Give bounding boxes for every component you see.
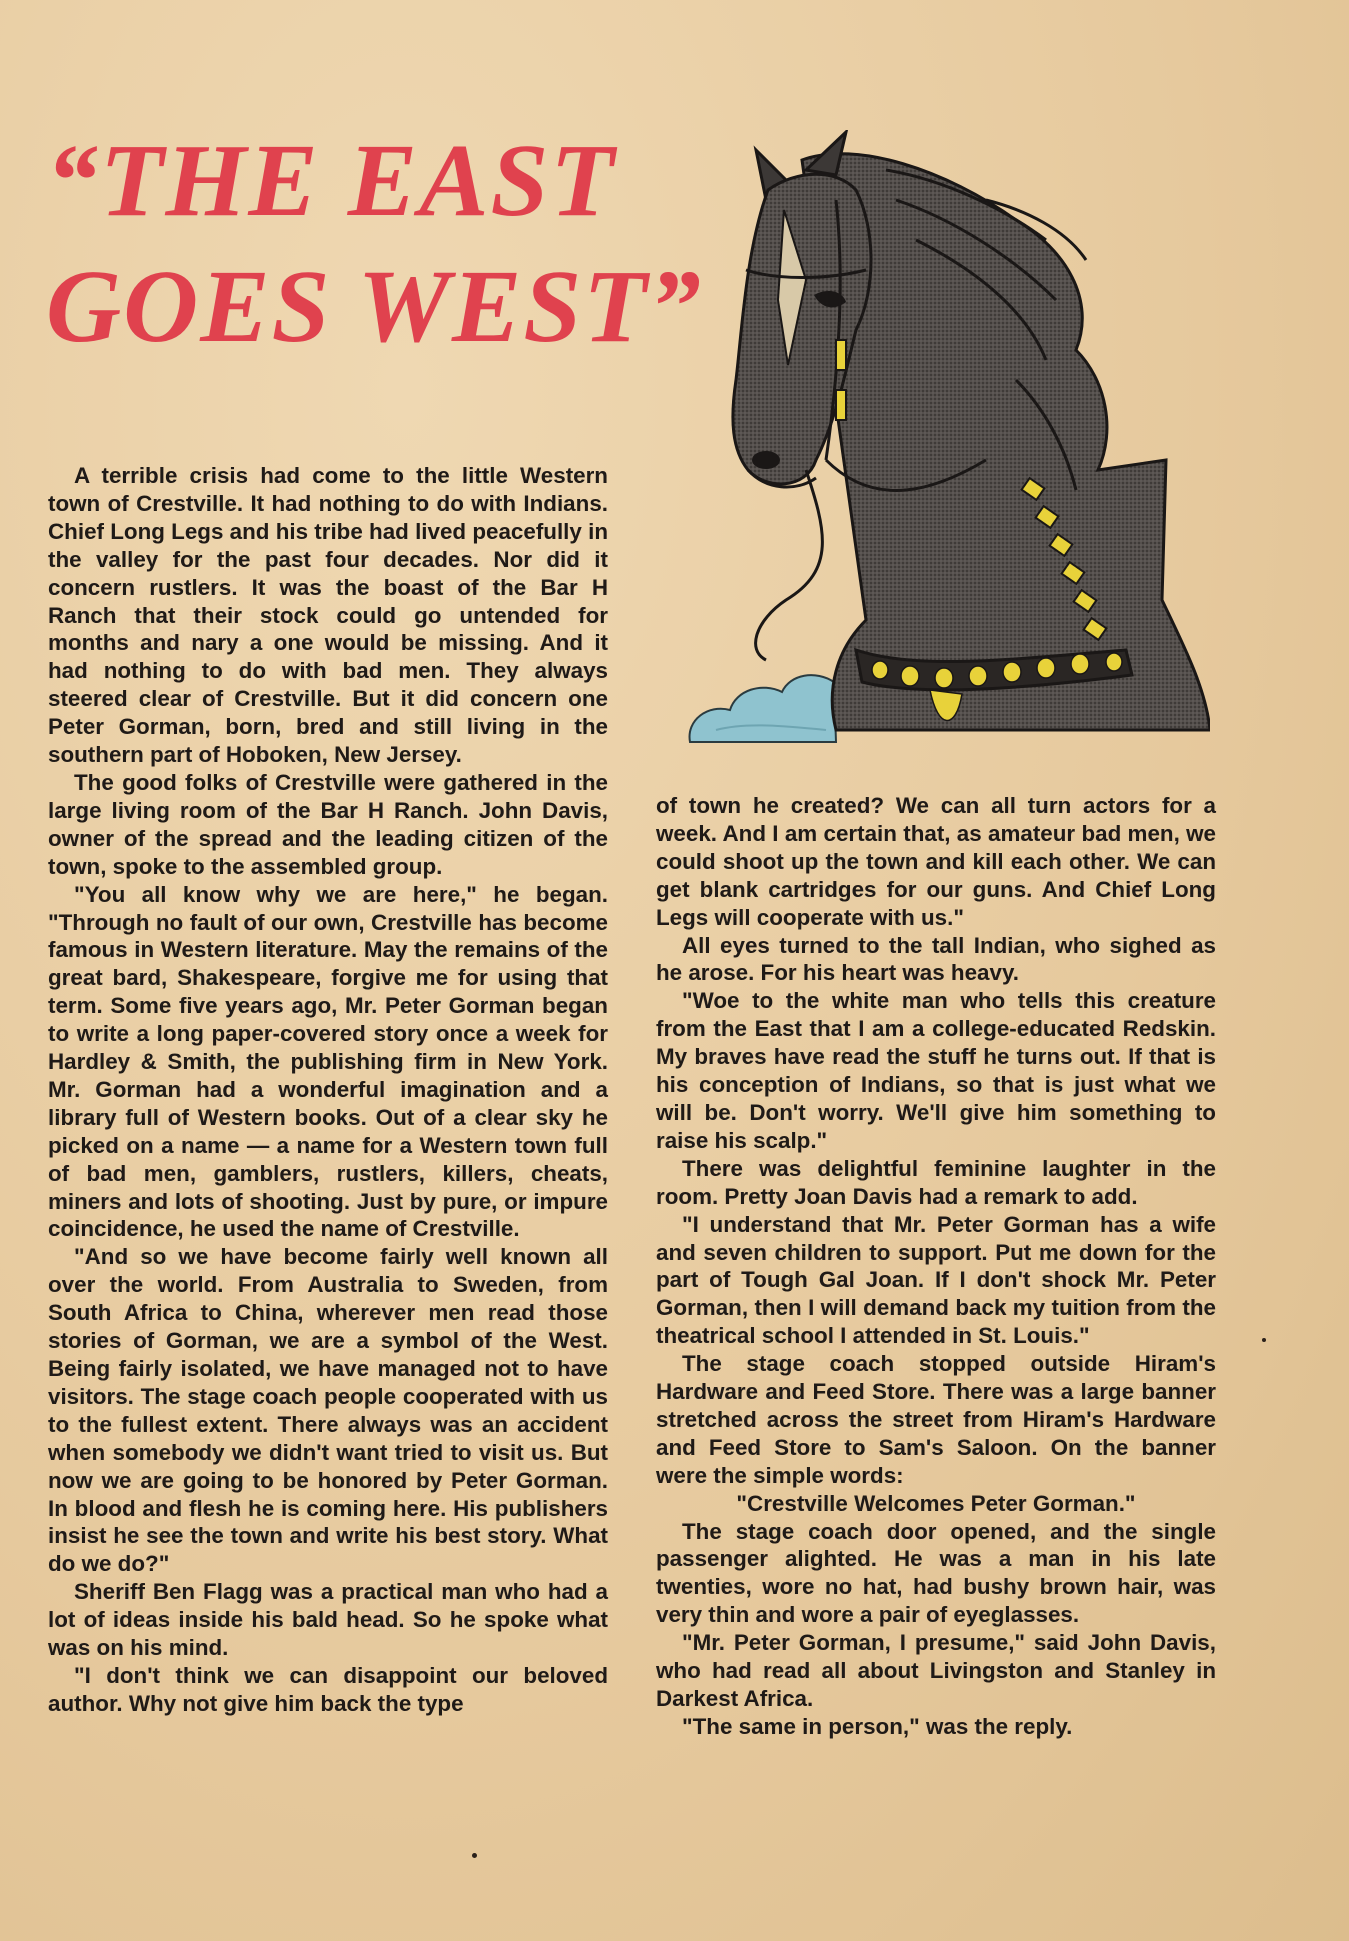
- paragraph: "The same in person," was the reply.: [682, 1713, 1073, 1739]
- title-line-2: GOES WEST”: [46, 249, 703, 364]
- paragraph: The stage coach door opened, and the single passenger alighted. He was a man in his late twenties, wore no hat, had bushy brown hair, was very thin and wore a pair of eyeglasses.: [656, 1518, 1216, 1628]
- paragraph: A terrible crisis had come to the little Western town of Crestville. It had nothing to do with Indians. Chief Long Legs and his tribe had lived peacefully in the valley for the past four decades. Nor did it concern rustlers. It was the boast of the Bar H Ranch that their stock could go untended for months and nary a one would be missing. And it had nothing to do with bad men. They always steered clear of Crestville. But it did concern one Peter Gorman, born, bred and still living in the southern part of Hoboken, New Jersey.: [48, 463, 608, 768]
- banner-quote: "Crestville Welcomes Peter Gorman.": [736, 1490, 1136, 1516]
- horse-head-illustration: [686, 130, 1210, 745]
- story-title: [46, 118, 703, 370]
- cloud-shape: [690, 675, 836, 742]
- paragraph: There was delightful feminine laughter in the room. Pretty Joan Davis had a remark to add.: [656, 1155, 1216, 1209]
- paragraph: The good folks of Crestville were gathered in the large living room of the Bar H Ranch. John Davis, owner of the spread and the leading citizen of the town, spoke to the assembled group.: [48, 769, 608, 879]
- paragraph: "Woe to the white man who tells this creature from the East that I am a college-educated Redskin. My braves have read the stuff he turns out. If that is his conception of Indians, so that is just what we will be. Don't worry. We'll give him something to raise his scalp.": [656, 988, 1216, 1153]
- print-speck: [472, 1853, 477, 1858]
- paragraph: "Mr. Peter Gorman, I presume," said John Davis, who had read all about Livingston and Stanley in Darkest Africa.: [656, 1630, 1216, 1711]
- paragraph: of town he created? We can all turn actors for a week. And I am certain that, as amateur bad men, we could shoot up the town and kill each other. We can get blank cartridges for our guns. And Chief Long Legs will cooperate with us.": [656, 793, 1216, 930]
- paragraph: "You all know why we are here," he began. "Through no fault of our own, Crestville has become famous in Western literature. May the remains of the great bard, Shakespeare, forgive me for using that term. Some five years ago, Mr. Peter Gorman began to write a long paper-covered story once a week for Hardley & Smith, the publishing firm in New York. Mr. Gorman had a wonderful imagination and a library full of Western books. Out of a clear sky he picked on a name — a name for a Western town full of bad men, gamblers, rustlers, killers, cheats, miners and lots of shooting. Just by pure, or impure coincidence, he used the name of Crestville.: [48, 881, 608, 1242]
- paragraph: Sheriff Ben Flagg was a practical man who had a lot of ideas inside his bald head. So he spoke what was on his mind.: [48, 1579, 608, 1661]
- paragraph: All eyes turned to the tall Indian, who sighed as he arose. For his heart was heavy.: [656, 932, 1216, 986]
- title-line-1: “THE EAST: [46, 123, 616, 238]
- story-left-column: [48, 462, 608, 1718]
- paragraph: "And so we have become fairly well known all over the world. From Australia to Sweden, from South Africa to China, wherever men read those stories of Gorman, we are a symbol of the West. Being fairly isolated, we have managed not to have visitors. The stage coach people cooperated with us to the fullest extent. There always was an accident when somebody we didn't want tried to visit us. But now we are going to be honored by Peter Gorman. In blood and flesh he is coming here. His publishers insist he see the town and write his best story. What do we do?": [48, 1244, 608, 1577]
- print-speck: [1262, 1338, 1266, 1342]
- paragraph: The stage coach stopped outside Hiram's Hardware and Feed Store. There was a large banner stretched across the street from Hiram's Hardware and Feed Store to Sam's Saloon. On the banner were the simple words:: [656, 1351, 1216, 1488]
- paragraph: "I don't think we can disappoint our beloved author. Why not give him back the type: [48, 1662, 608, 1716]
- paragraph: "I understand that Mr. Peter Gorman has a wife and seven children to support. Put me down for the part of Tough Gal Joan. If I don't shock Mr. Peter Gorman, then I will demand back my tuition from the theatrical school I attended in St. Louis.": [656, 1211, 1216, 1349]
- story-right-column: [656, 792, 1216, 1741]
